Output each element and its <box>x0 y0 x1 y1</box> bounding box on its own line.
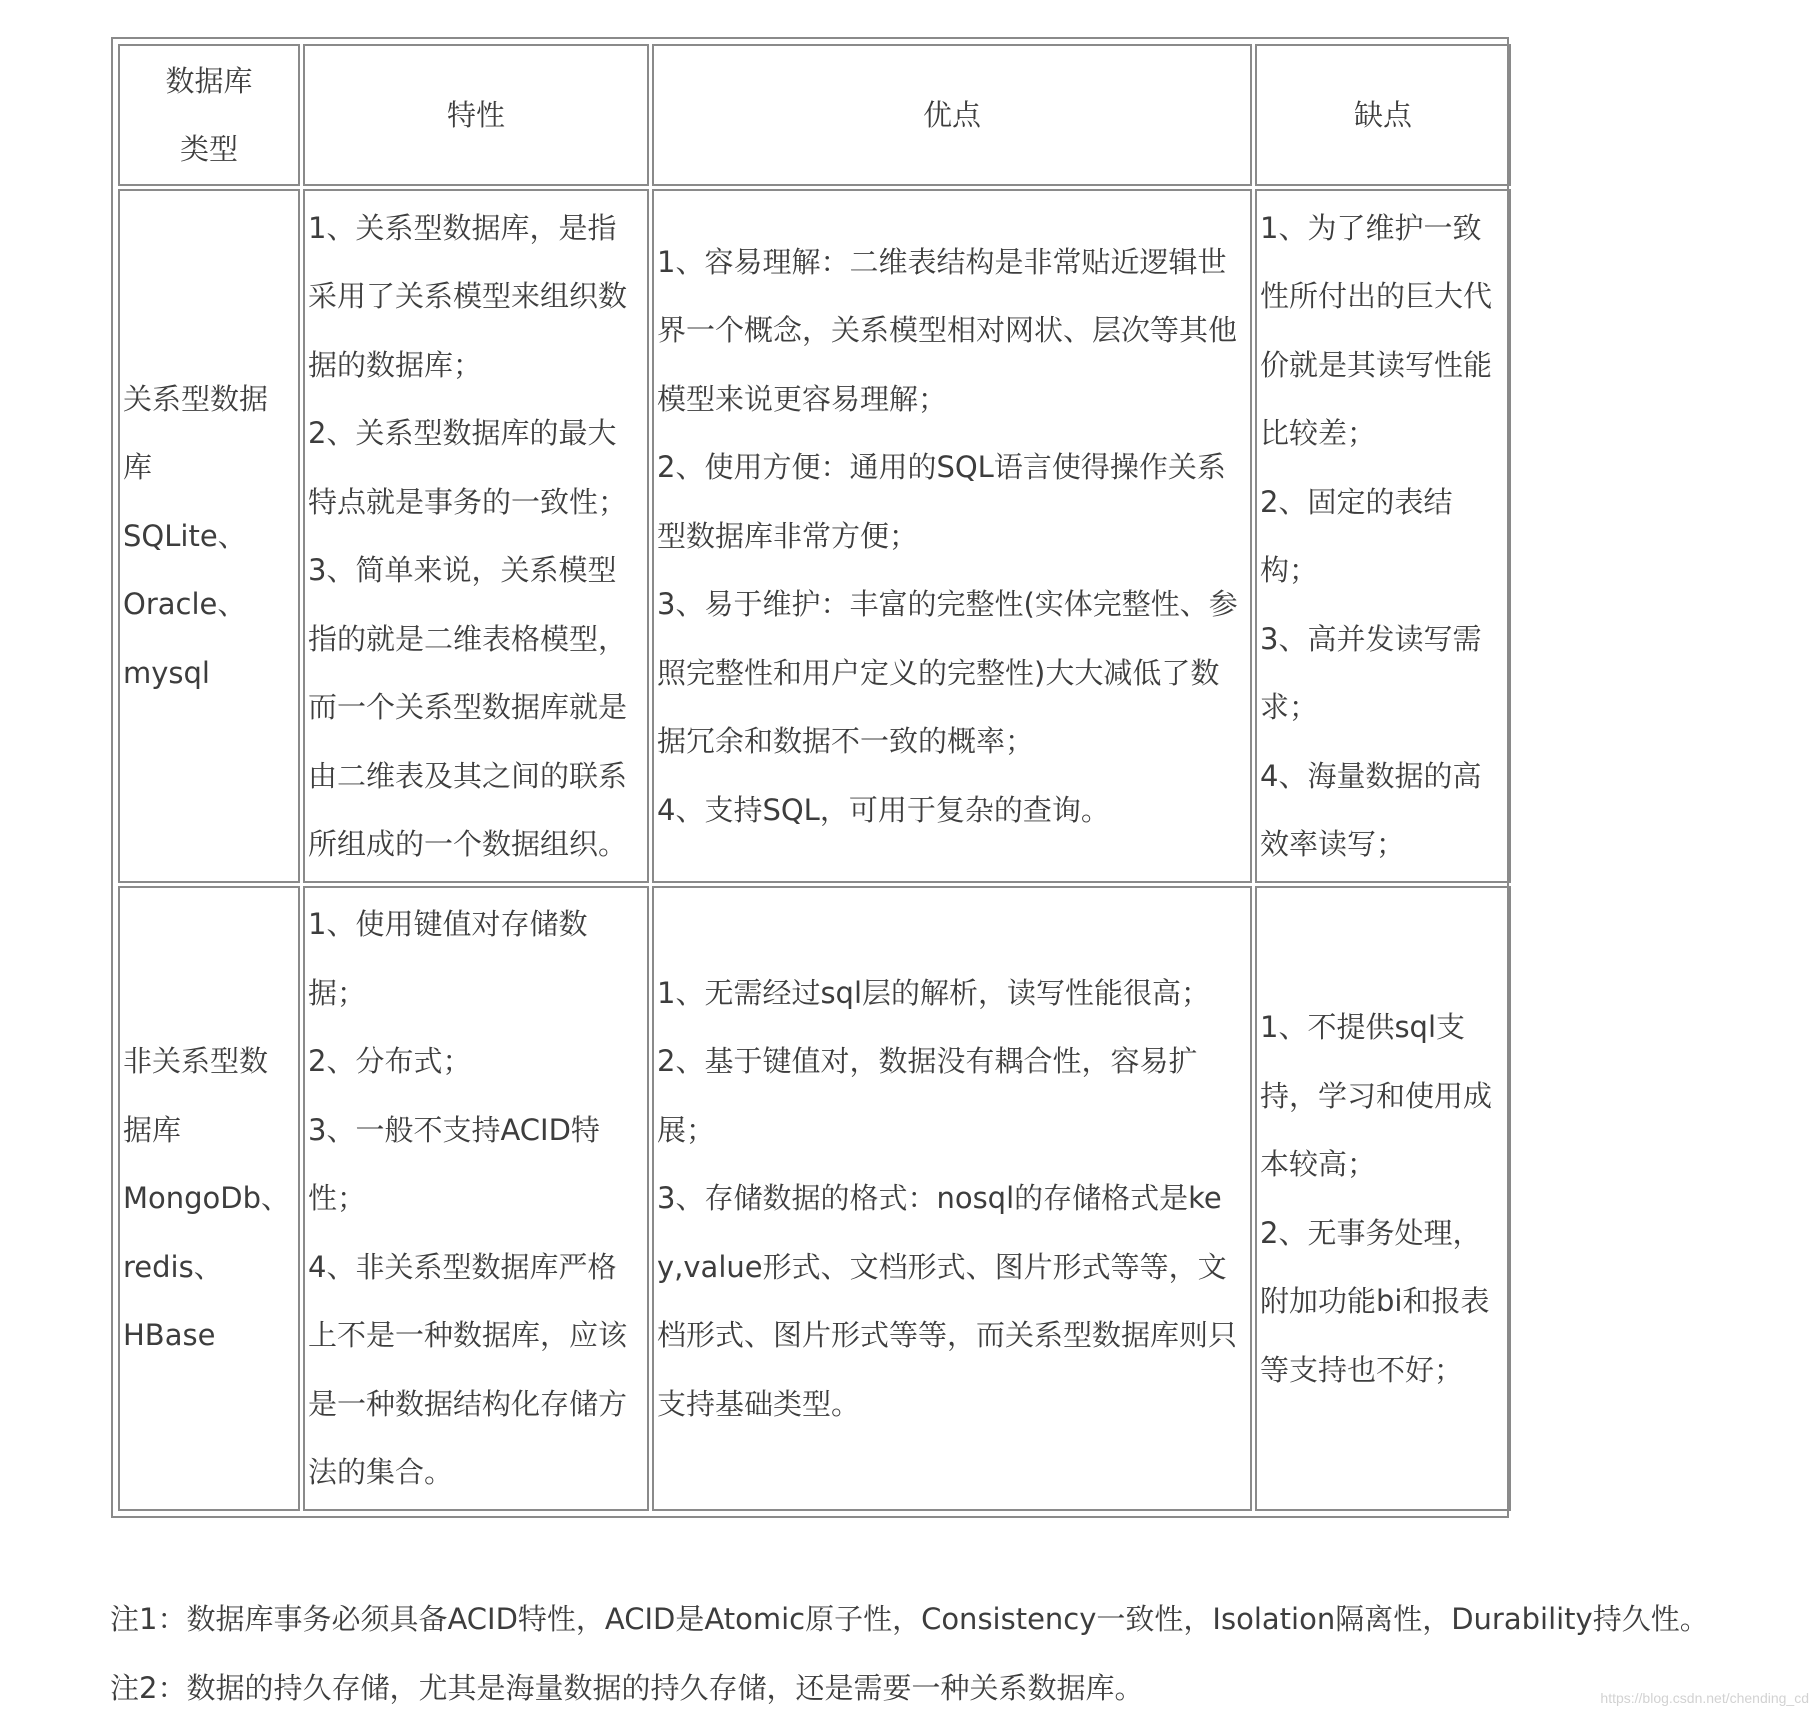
cell-cons <box>1255 189 1511 883</box>
note-2: 注2：数据的持久存储，尤其是海量数据的持久存储，还是需要一种关系数据库。 <box>110 1671 1144 1705</box>
con-item: 1、不提供sql支持，学习和使用成本较高； <box>1260 1010 1493 1181</box>
type-line: MongoDb、 <box>123 1181 291 1216</box>
header-db-type-line: 数据库 类型 <box>165 64 253 166</box>
header-db-type <box>118 44 300 186</box>
table-row <box>118 189 1511 883</box>
type-line: HBase <box>123 1318 216 1353</box>
con-item: 2、无事务处理，附加功能bi和报表等支持也不好； <box>1260 1215 1490 1387</box>
con-item: 2、固定的表结构； <box>1260 484 1453 587</box>
type-line: SQLite、 <box>123 518 247 553</box>
note-1: 注1：数据库事务必须具备ACID特性，ACID是Atomic原子性，Consistency一致性，Isolation隔离性，Durability持久性。 <box>110 1602 1709 1636</box>
feature-item: 4、非关系型数据库严格上不是一种数据库，应该是一种数据结构化存储方法的集合。 <box>308 1249 628 1490</box>
type-line: redis、 <box>123 1249 223 1284</box>
feature-item: 2、关系型数据库的最大特点就是事务的一致性； <box>308 416 628 519</box>
database-comparison-table <box>115 41 1514 1514</box>
notes-section <box>110 1585 1709 1723</box>
header-pros: 优点 <box>652 44 1252 186</box>
feature-item: 3、简单来说，关系模型指的就是二维表格模型，而一个关系型数据库就是由二维表及其之间的联系所组成的一个数据组织。 <box>308 553 628 861</box>
cell-pros <box>652 886 1252 1511</box>
table-header-row <box>118 44 1511 186</box>
type-line: 关系型数据库 <box>123 381 269 485</box>
cell-pros <box>652 189 1252 883</box>
table-row <box>118 886 1511 1511</box>
pro-item: 3、易于维护：丰富的完整性(实体完整性、参照完整性和用户定义的完整性)大大减低了数据冗余和数据不一致的概率； <box>657 587 1238 759</box>
feature-item: 1、关系型数据库，是指采用了关系模型来组织数据的数据库； <box>308 210 628 382</box>
con-item: 3、高并发读写需求； <box>1260 621 1482 724</box>
type-line: Oracle、 <box>123 587 247 622</box>
pro-item: 1、无需经过sql层的解析，读写性能很高； <box>657 975 1211 1010</box>
cell-features <box>303 189 649 883</box>
feature-item: 1、使用键值对存储数据； <box>308 907 588 1010</box>
type-line: 非关系型数据库 <box>123 1044 269 1147</box>
pro-item: 4、支持SQL，可用于复杂的查询。 <box>657 792 1110 827</box>
cell-db-type <box>118 189 300 883</box>
feature-item: 2、分布式； <box>308 1044 472 1079</box>
cell-db-type <box>118 886 300 1511</box>
con-item: 1、为了维护一致性所付出的巨大代价就是其读写性能比较差； <box>1260 210 1493 450</box>
header-features: 特性 <box>303 44 649 186</box>
type-line: mysql <box>123 655 210 690</box>
pro-item: 2、使用方便：通用的SQL语言使得操作关系型数据库非常方便； <box>657 450 1226 553</box>
cell-cons <box>1255 886 1511 1511</box>
pro-item: 1、容易理解：二维表结构是非常贴近逻辑世界一个概念，关系模型相对网状、层次等其他模型来说更容易理解； <box>657 244 1238 416</box>
pro-item: 2、基于键值对，数据没有耦合性，容易扩展； <box>657 1044 1198 1147</box>
con-item: 4、海量数据的高效率读写； <box>1260 758 1482 861</box>
header-cons: 缺点 <box>1255 44 1511 186</box>
comparison-table-frame <box>111 37 1509 1518</box>
feature-item: 3、一般不支持ACID特性； <box>308 1112 600 1216</box>
pro-item: 3、存储数据的格式：nosql的存储格式是key,value形式、文档形式、图片形式等等，文档形式、图片形式等等，而关系型数据库则只支持基础类型。 <box>657 1181 1238 1421</box>
watermark: https://blog.csdn.net/chending_cd <box>1600 1690 1809 1706</box>
cell-features <box>303 886 649 1511</box>
